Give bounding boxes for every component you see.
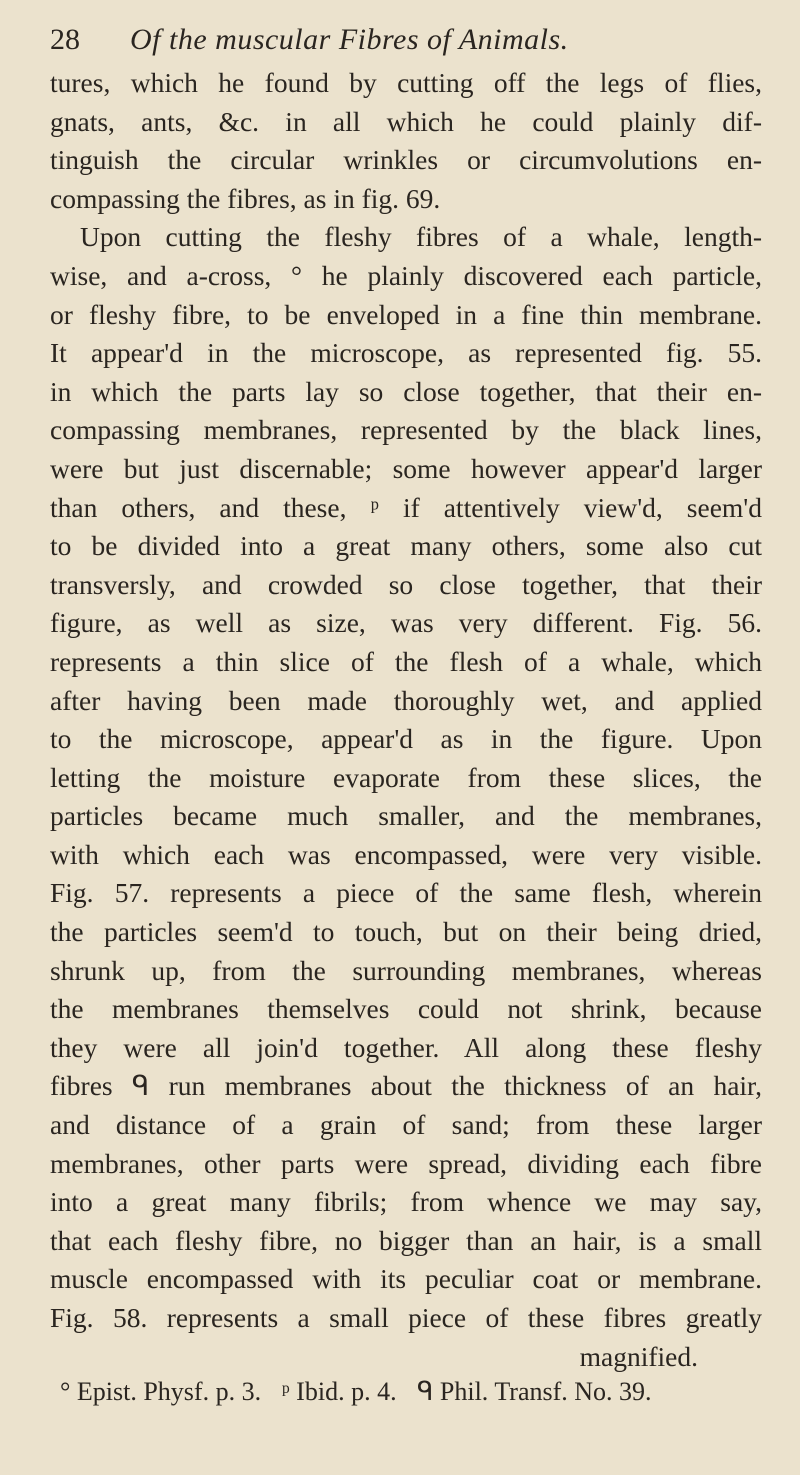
text-line: or fleshy fibre, to be enveloped in a fine thin membrane. — [50, 298, 762, 330]
text-line: the membranes themselves could not shrink, because — [50, 993, 762, 1025]
text-line: Upon cutting the fleshy fibres of a whale, length- — [80, 221, 762, 253]
text-line: tinguish the circular wrinkles or circumvolutions en- — [50, 144, 762, 176]
running-head — [50, 22, 762, 58]
text-line: fibres ᑫ run membranes about the thickness of an hair, — [50, 1070, 762, 1102]
text-line: shrunk up, from the surrounding membranes, whereas — [50, 954, 762, 986]
text-line: gnats, ants, &c. in all which he could plainly dif- — [50, 105, 762, 137]
text-line: into a great many fibrils; from whence we may say, — [50, 1186, 762, 1218]
text-line: in which the parts lay so close together, that their en- — [50, 375, 762, 407]
text-line: wise, and a-cross, ° he plainly discovered each particle, — [50, 259, 762, 291]
text-line: muscle encompassed with its peculiar coat or membrane. — [50, 1263, 762, 1295]
text-line: transversly, and crowded so close together, that their — [50, 568, 762, 600]
text-line: Fig. 58. represents a small piece of these fibres greatly — [50, 1302, 762, 1333]
text-line: were but just discernable; some however appear'd larger — [50, 452, 762, 484]
text-line: represents a thin slice of the flesh of a whale, which — [50, 645, 762, 677]
footnote: ° Epist. Physf. p. 3. — [60, 1376, 262, 1406]
text-line: the particles seem'd to touch, but on their being dried, — [50, 916, 762, 948]
text-line: letting the moisture evaporate from these slices, the — [50, 761, 762, 793]
running-title: Of the muscular Fibres of Animals. — [130, 23, 569, 56]
text-line: figure, as well as size, was very different. Fig. 56. — [50, 607, 762, 639]
footnotes — [50, 1374, 762, 1410]
text-line: and distance of a grain of sand; from these larger — [50, 1109, 762, 1141]
text-line: with which each was encompassed, were very visible. — [50, 838, 762, 870]
text-line: compassing membranes, represented by the black lines, — [50, 414, 762, 446]
text-line: compassing the fibres, as in fig. 69. — [50, 182, 441, 214]
text-line: to be divided into a great many others, some also cut — [50, 530, 762, 562]
text-line: they were all join'd together. All along these fleshy — [50, 1031, 762, 1063]
text-line: Fig. 57. represents a piece of the same flesh, wherein — [50, 877, 762, 909]
footnote: ᑫ Phil. Transf. No. 39. — [417, 1376, 652, 1406]
text-line: to the microscope, appear'd as in the figure. Upon — [50, 723, 762, 755]
text-line: tures, which he found by cutting off the legs of flies, — [50, 67, 762, 98]
page-number: 28 — [50, 23, 80, 56]
text-line: It appear'd in the microscope, as represented fig. 55. — [50, 337, 762, 369]
text-line: than others, and these, ᵖ if attentively view'd, seem'd — [50, 491, 762, 523]
footnote: ᵖ Ibid. p. 4. — [281, 1376, 397, 1406]
catchword: magnified. — [579, 1340, 698, 1372]
text-line: membranes, other parts were spread, dividing each fibre — [50, 1147, 762, 1179]
text-line: after having been made thoroughly wet, and applied — [50, 684, 762, 716]
text-line: that each fleshy fibre, no bigger than an hair, is a small — [50, 1224, 762, 1256]
body-text — [50, 64, 762, 1338]
text-line: particles became much smaller, and the membranes, — [50, 800, 762, 832]
